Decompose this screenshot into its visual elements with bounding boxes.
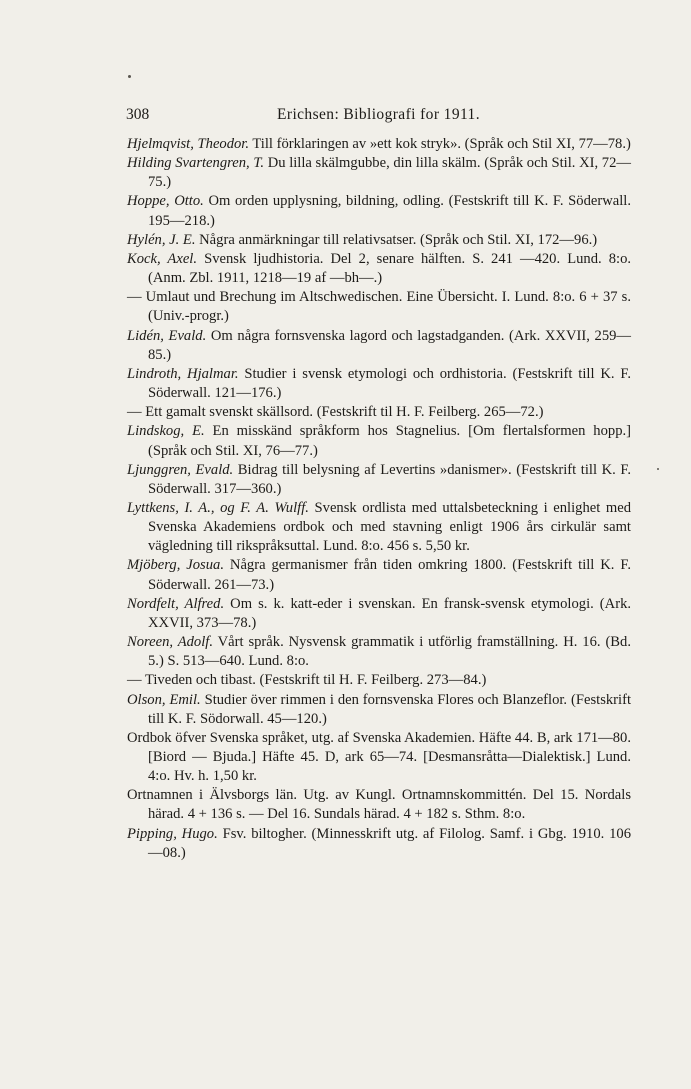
bibliography-entry: [127, 135, 631, 154]
entry-author: Nordfelt, Alfred.: [127, 595, 225, 612]
entry-author: Lyttkens, I. A., og F. A. Wulff.: [127, 499, 309, 516]
print-speck: [657, 468, 659, 470]
entry-text: Några germanismer från tiden omkring 1800. (Festskrift till K. F. Söderwall. 261—73.): [148, 557, 631, 593]
entry-author: Mjöberg, Josua.: [127, 557, 224, 574]
bibliography-entry: [127, 231, 631, 250]
bibliography-entry: [127, 691, 631, 729]
entry-text: Ordbok öfver Svenska språket, utg. af Svenska Akademien. Häfte 44. B, ark 171—80. [Biord — Bjuda.] Häfte 45. D, ark 65—74. [Desmansråtta—Dialektisk.] Lund. 4:o. Hv. h. 1,50 kr.: [127, 729, 631, 785]
bibliography-entry: [127, 556, 631, 594]
bibliography-entry: [127, 250, 631, 288]
bibliography-entry: [127, 422, 631, 460]
bibliography-entry: [127, 825, 631, 863]
entry-text: Fsv. biltogher. (Minnesskrift utg. af Filolog. Samf. i Gbg. 1910. 106—08.): [148, 825, 631, 861]
print-speck: [128, 75, 131, 78]
bibliography-list: [127, 135, 631, 863]
entry-text: Bidrag till belysning af Levertins »danismer». (Festskrift till K. F. Söderwall. 317—360.): [148, 461, 631, 497]
entry-text: — Tiveden och tibast. (Festskrift til H. F. Feilberg. 273—84.): [127, 672, 487, 689]
entry-text: Svensk ordlista med uttalsbeteckning i enlighet med Svenska Akademiens ordbok och med stavning enligt 1906 års cirkulär samt vägledning till rikspråksuttal. Lund. 8:o. 456 s. 5,50 kr.: [148, 499, 632, 555]
entry-text: Om några fornsvenska lagord och lagstadganden. (Ark. XXVII, 259—85.): [148, 327, 632, 363]
entry-author: Hylén, J. E.: [127, 231, 196, 248]
entry-text: Du lilla skälmgubbe, din lilla skälm. (Språk och Stil. XI, 72—75.): [148, 155, 631, 191]
bibliography-entry: [127, 729, 631, 786]
entry-text: Studier i svensk etymologi och ordhistoria. (Festskrift till K. F. Söderwall. 121—176.): [148, 365, 631, 402]
entry-text: — Ett gamalt svenskt skällsord. (Festskrift til H. F. Feilberg. 265—72.): [127, 404, 544, 421]
bibliography-entry: [127, 327, 631, 365]
entry-author: Pipping, Hugo.: [127, 825, 218, 842]
bibliography-entry: [127, 365, 631, 403]
entry-author: Lidén, Evald.: [127, 327, 207, 344]
entry-text: En misskänd språkform hos Stagnelius. [Om flertalsformen hopp.] (Språk och Stil. XI, 76—77.): [148, 423, 632, 459]
entry-author: Ljunggren, Evald.: [127, 461, 234, 478]
entry-text: Vårt språk. Nysvensk grammatik i utförlig framställning. H. 16. (Bd. 5.) S. 513—640. Lund. 8:o.: [148, 634, 631, 670]
entry-author: Hoppe, Otto.: [127, 193, 204, 210]
entry-text: Några anmärkningar till relativsatser. (Språk och Stil. XI, 172—96.): [199, 231, 598, 248]
bibliography-entry: [127, 671, 631, 690]
entry-author: Hilding Svartengren, T.: [127, 155, 265, 172]
entry-text: Ortnamnen i Älvsborgs län. Utg. av Kungl. Ortnamnskommittén. Del 15. Nordals härad. 4 + 136 s. — Del 16. Sundals härad. 4 + 182 s. Sthm. 8:o.: [127, 787, 631, 823]
bibliography-entry: [127, 288, 631, 326]
bibliography-entry: [127, 461, 631, 499]
bibliography-entry: [127, 633, 631, 671]
page-number: 308: [126, 106, 150, 123]
entry-author: Hjelmqvist, Theodor.: [127, 136, 250, 152]
entry-author: Lindskog, E.: [127, 423, 205, 440]
entry-text: Studier över rimmen i den fornsvenska Flores och Blanzeflor. (Festskrift till K. F. Södorwall. 45—120.): [148, 691, 631, 727]
entry-author: Noreen, Adolf.: [127, 634, 213, 651]
running-title: Erichsen: Bibliografi for 1911.: [277, 106, 480, 123]
entry-text: — Umlaut und Brechung im Altschwedischen. Eine Übersicht. I. Lund. 8:o. 6 + 37 s. (Univ.-progr.): [127, 289, 631, 325]
bibliography-entry: [127, 403, 631, 422]
bibliography-entry: [127, 786, 631, 824]
bibliography-entry: [127, 595, 631, 633]
entry-author: Olson, Emil.: [127, 691, 201, 708]
entry-text: Om s. k. katt-eder i svenskan. En fransk-svensk etymologi. (Ark. XXVII, 373—78.): [148, 595, 632, 631]
entry-author: Lindroth, Hjalmar.: [127, 365, 239, 382]
entry-text: Till förklaringen av »ett kok stryk». (Språk och Stil XI, 77—78.): [252, 136, 631, 152]
bibliography-entry: [127, 192, 631, 230]
entry-text: Om orden upplysning, bildning, odling. (Festskrift till K. F. Söderwall. 195—218.): [148, 193, 631, 229]
bibliography-entry: [127, 499, 631, 556]
page-header: [126, 103, 631, 127]
entry-author: Kock, Axel.: [127, 250, 198, 267]
entry-text: Svensk ljudhistoria. Del 2, senare hälften. S. 241 —420. Lund. 8:o. (Anm. Zbl. 1911, 1218—19 af —bh—.): [148, 250, 632, 287]
bibliography-entry: [127, 154, 631, 192]
